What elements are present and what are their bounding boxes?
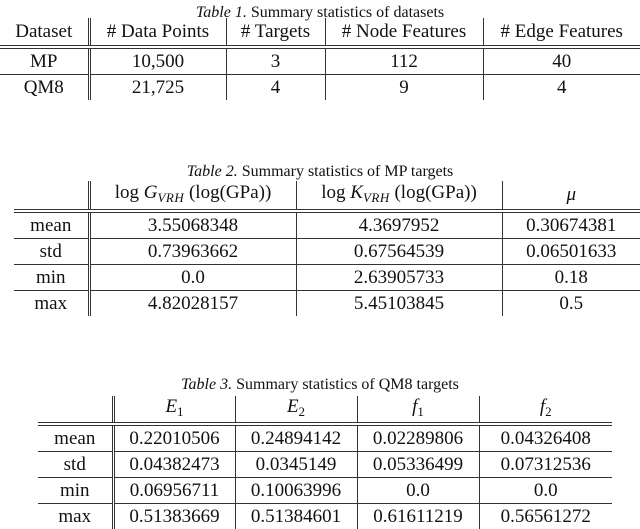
table1-caption-text: Summary statistics of datasets xyxy=(247,4,444,21)
table1-caption-label: Table 1. xyxy=(196,4,247,21)
table1-cell: 4 xyxy=(483,75,640,101)
table-row xyxy=(38,504,612,529)
table3-cell: 0.04326408 xyxy=(479,424,612,452)
table1-dataset-summary xyxy=(0,18,640,100)
table3-qm8-targets xyxy=(38,396,612,529)
table2-cell: 4.3697952 xyxy=(296,211,502,239)
header-suffix: (log(GPa)) xyxy=(184,182,271,203)
header-subscript: VRH xyxy=(363,190,390,205)
table3-cell: 0.56561272 xyxy=(479,504,612,529)
header-variable: μ xyxy=(566,184,576,205)
table3-cell: 0.51384601 xyxy=(235,504,357,529)
table2-row-label: std xyxy=(14,239,89,265)
table3-cell: 0.07312536 xyxy=(479,452,612,478)
header-variable: K xyxy=(350,182,363,203)
table1-header-dataset: Dataset xyxy=(0,18,89,47)
table3-header-empty xyxy=(38,396,113,424)
table2-header-log-k-vrh xyxy=(296,181,502,211)
table3-cell: 0.0 xyxy=(479,478,612,504)
table3-cell: 0.22010506 xyxy=(113,424,235,452)
table3-row-label: min xyxy=(38,478,113,504)
table-row xyxy=(14,211,640,239)
table1-header-node-features: # Node Features xyxy=(325,18,483,47)
table3-cell: 0.0 xyxy=(357,478,479,504)
table2-cell: 4.82028157 xyxy=(89,291,296,317)
table3-header-f1 xyxy=(357,396,479,424)
table-row xyxy=(38,424,612,452)
table2-cell: 0.0 xyxy=(89,265,296,291)
table1-header-targets: # Targets xyxy=(226,18,325,47)
header-variable: G xyxy=(144,182,158,203)
table2-cell: 0.5 xyxy=(502,291,640,317)
table3-cell: 0.06956711 xyxy=(113,478,235,504)
table2-caption-text: Summary statistics of MP targets xyxy=(238,163,454,180)
table1-row-label: MP xyxy=(0,47,89,75)
table1-header-data-points: # Data Points xyxy=(89,18,226,47)
table3-cell: 0.02289806 xyxy=(357,424,479,452)
table2-cell: 0.67564539 xyxy=(296,239,502,265)
table3-row-label: max xyxy=(38,504,113,529)
table1-cell: 10,500 xyxy=(89,47,226,75)
table1-cell: 3 xyxy=(226,47,325,75)
table2-header-empty xyxy=(14,181,89,211)
table3-cell: 0.05336499 xyxy=(357,452,479,478)
table-row xyxy=(0,47,640,75)
table3-header-e1 xyxy=(113,396,235,424)
header-variable: f xyxy=(540,396,545,417)
table3-cell: 0.24894142 xyxy=(235,424,357,452)
table3-cell: 0.04382473 xyxy=(113,452,235,478)
table3-header-row xyxy=(38,396,612,424)
table3-cell: 0.10063996 xyxy=(235,478,357,504)
header-prefix: log xyxy=(321,182,350,203)
table-row xyxy=(14,239,640,265)
table3-cell: 0.0345149 xyxy=(235,452,357,478)
table3-row-label: mean xyxy=(38,424,113,452)
table2-row-label: max xyxy=(14,291,89,317)
table2-header-log-g-vrh xyxy=(89,181,296,211)
header-variable: f xyxy=(412,396,417,417)
table3-caption-text: Summary statistics of QM8 targets xyxy=(232,376,459,393)
table2-cell: 0.73963662 xyxy=(89,239,296,265)
table3-caption xyxy=(0,376,640,394)
header-variable: E xyxy=(287,396,299,417)
table2-caption-label: Table 2. xyxy=(187,163,238,180)
table2-cell: 0.06501633 xyxy=(502,239,640,265)
table2-cell: 2.63905733 xyxy=(296,265,502,291)
table2-row-label: min xyxy=(14,265,89,291)
table3-header-f2 xyxy=(479,396,612,424)
header-prefix: log xyxy=(115,182,144,203)
table2-caption xyxy=(0,163,640,181)
table3-row-label: std xyxy=(38,452,113,478)
table1-cell: 9 xyxy=(325,75,483,101)
table3-cell: 0.51383669 xyxy=(113,504,235,529)
table3-header-e2 xyxy=(235,396,357,424)
header-subscript: VRH xyxy=(157,190,184,205)
header-subscript: 2 xyxy=(545,404,552,419)
table2-cell: 3.55068348 xyxy=(89,211,296,239)
table-row xyxy=(14,291,640,317)
table1-row-label: QM8 xyxy=(0,75,89,101)
header-variable: E xyxy=(165,396,177,417)
table1-cell: 21,725 xyxy=(89,75,226,101)
table2-cell: 0.30674381 xyxy=(502,211,640,239)
table3-caption-label: Table 3. xyxy=(181,376,232,393)
table1-cell: 112 xyxy=(325,47,483,75)
table1-cell: 40 xyxy=(483,47,640,75)
table-row xyxy=(38,452,612,478)
table2-row-label: mean xyxy=(14,211,89,239)
header-subscript: 2 xyxy=(299,404,306,419)
header-subscript: 1 xyxy=(177,404,184,419)
table-row xyxy=(38,478,612,504)
table2-cell: 5.45103845 xyxy=(296,291,502,317)
table1-header-edge-features: # Edge Features xyxy=(483,18,640,47)
table-row xyxy=(14,265,640,291)
header-subscript: 1 xyxy=(417,404,424,419)
table1-cell: 4 xyxy=(226,75,325,101)
header-suffix: (log(GPa)) xyxy=(390,182,477,203)
table2-header-mu xyxy=(502,181,640,211)
table-row xyxy=(0,75,640,101)
table2-cell: 0.18 xyxy=(502,265,640,291)
table2-mp-targets xyxy=(14,181,640,316)
table2-header-row xyxy=(14,181,640,211)
table3-cell: 0.61611219 xyxy=(357,504,479,529)
table1-header-row xyxy=(0,18,640,47)
